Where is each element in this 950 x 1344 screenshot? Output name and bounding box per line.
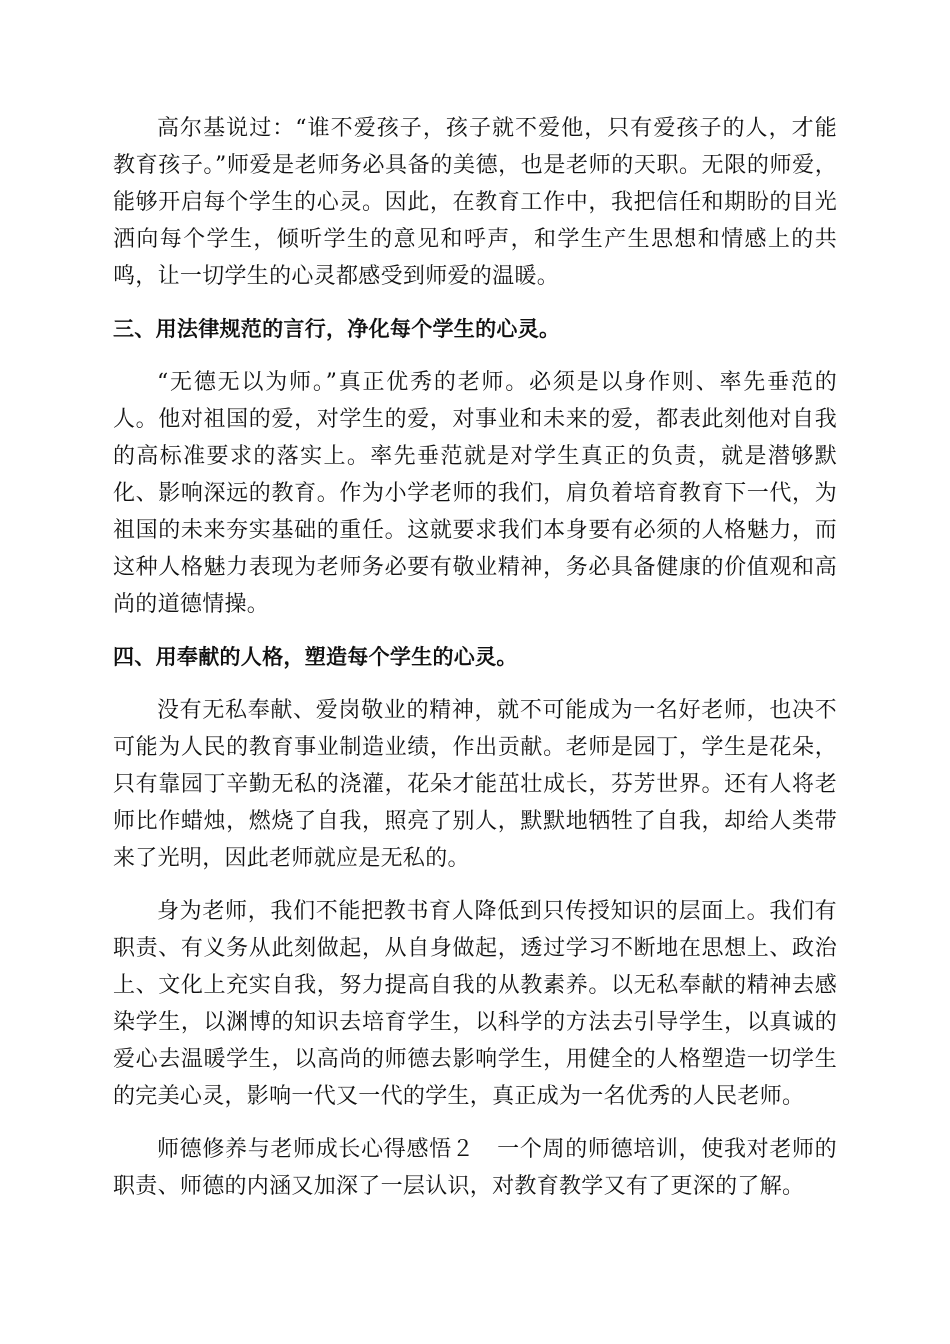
paragraph-gorky-quote: 高尔基说过：“谁不爱孩子，孩子就不爱他，只有爱孩子的人，才能教育孩子。”师爱是老师务必具备的美德，也是老师的天职。无限的师爱，能够开启每个学生的心灵。因此，在教育工作中，我把信任和期盼的目光洒向每个学生，倾听学生的意见和呼声，和学生产生思想和情感上的共鸣，让一切学生的心灵都感受到师爱的温暖。 [113, 116, 837, 289]
paragraph-teacher-duty: 身为老师，我们不能把教书育人降低到只传授知识的层面上。我们有职责、有义务从此刻做起，从自身做起，透过学习不断地在思想上、政治上、文化上充实自我，努力提高自我的从教素养。以无私奉献的精神去感染学生，以渊博的知识去培育学生，以科学的方法去引导学生，以真诚的爱心去温暖学生，以高尚的师德去影响学生，用健全的人格塑造一切学生的完美心灵，影响一代又一代的学生，真正成为一名优秀的人民老师。 [113, 899, 837, 1109]
document-page [113, 110, 837, 1221]
paragraph-dedication: 没有无私奉献、爱岗敬业的精神，就不可能成为一名好老师，也决不可能为人民的教育事业制造业绩，作出贡献。老师是园丁，学生是花朵，只有靠园丁辛勤无私的浇灌，花朵才能茁壮成长，芬芳世界。还有人将老师比作蜡烛，燃烧了自我，照亮了别人，默默地牺牲了自我，却给人类带来了光明，因此老师就应是无私的。 [113, 698, 837, 871]
section-heading-4: 四、用奉献的人格，塑造每个学生的心灵。 [113, 645, 518, 669]
paragraph-reflection-2: 师德修养与老师成长心得感悟２ 一个周的师德培训，使我对老师的职责、师德的内涵又加深了一层认识，对教育教学又有了更深的了解。 [113, 1137, 837, 1199]
section-heading-3: 三、用法律规范的言行，净化每个学生的心灵。 [113, 317, 561, 341]
paragraph-virtue: “无德无以为师。”真正优秀的老师。必须是以身作则、率先垂范的人。他对祖国的爱，对学生的爱，对事业和未来的爱，都表此刻他对自我的高标准要求的落实上。率先垂范就是对学生真正的负责，就是潜够默化、影响深远的教育。作为小学老师的我们，肩负着培育教育下一代，为祖国的未来夯实基础的重任。这就要求我们本身要有必须的人格魅力，而这种人格魅力表现为老师务必要有敬业精神，务必具备健康的价值观和高尚的道德情操。 [113, 370, 837, 617]
